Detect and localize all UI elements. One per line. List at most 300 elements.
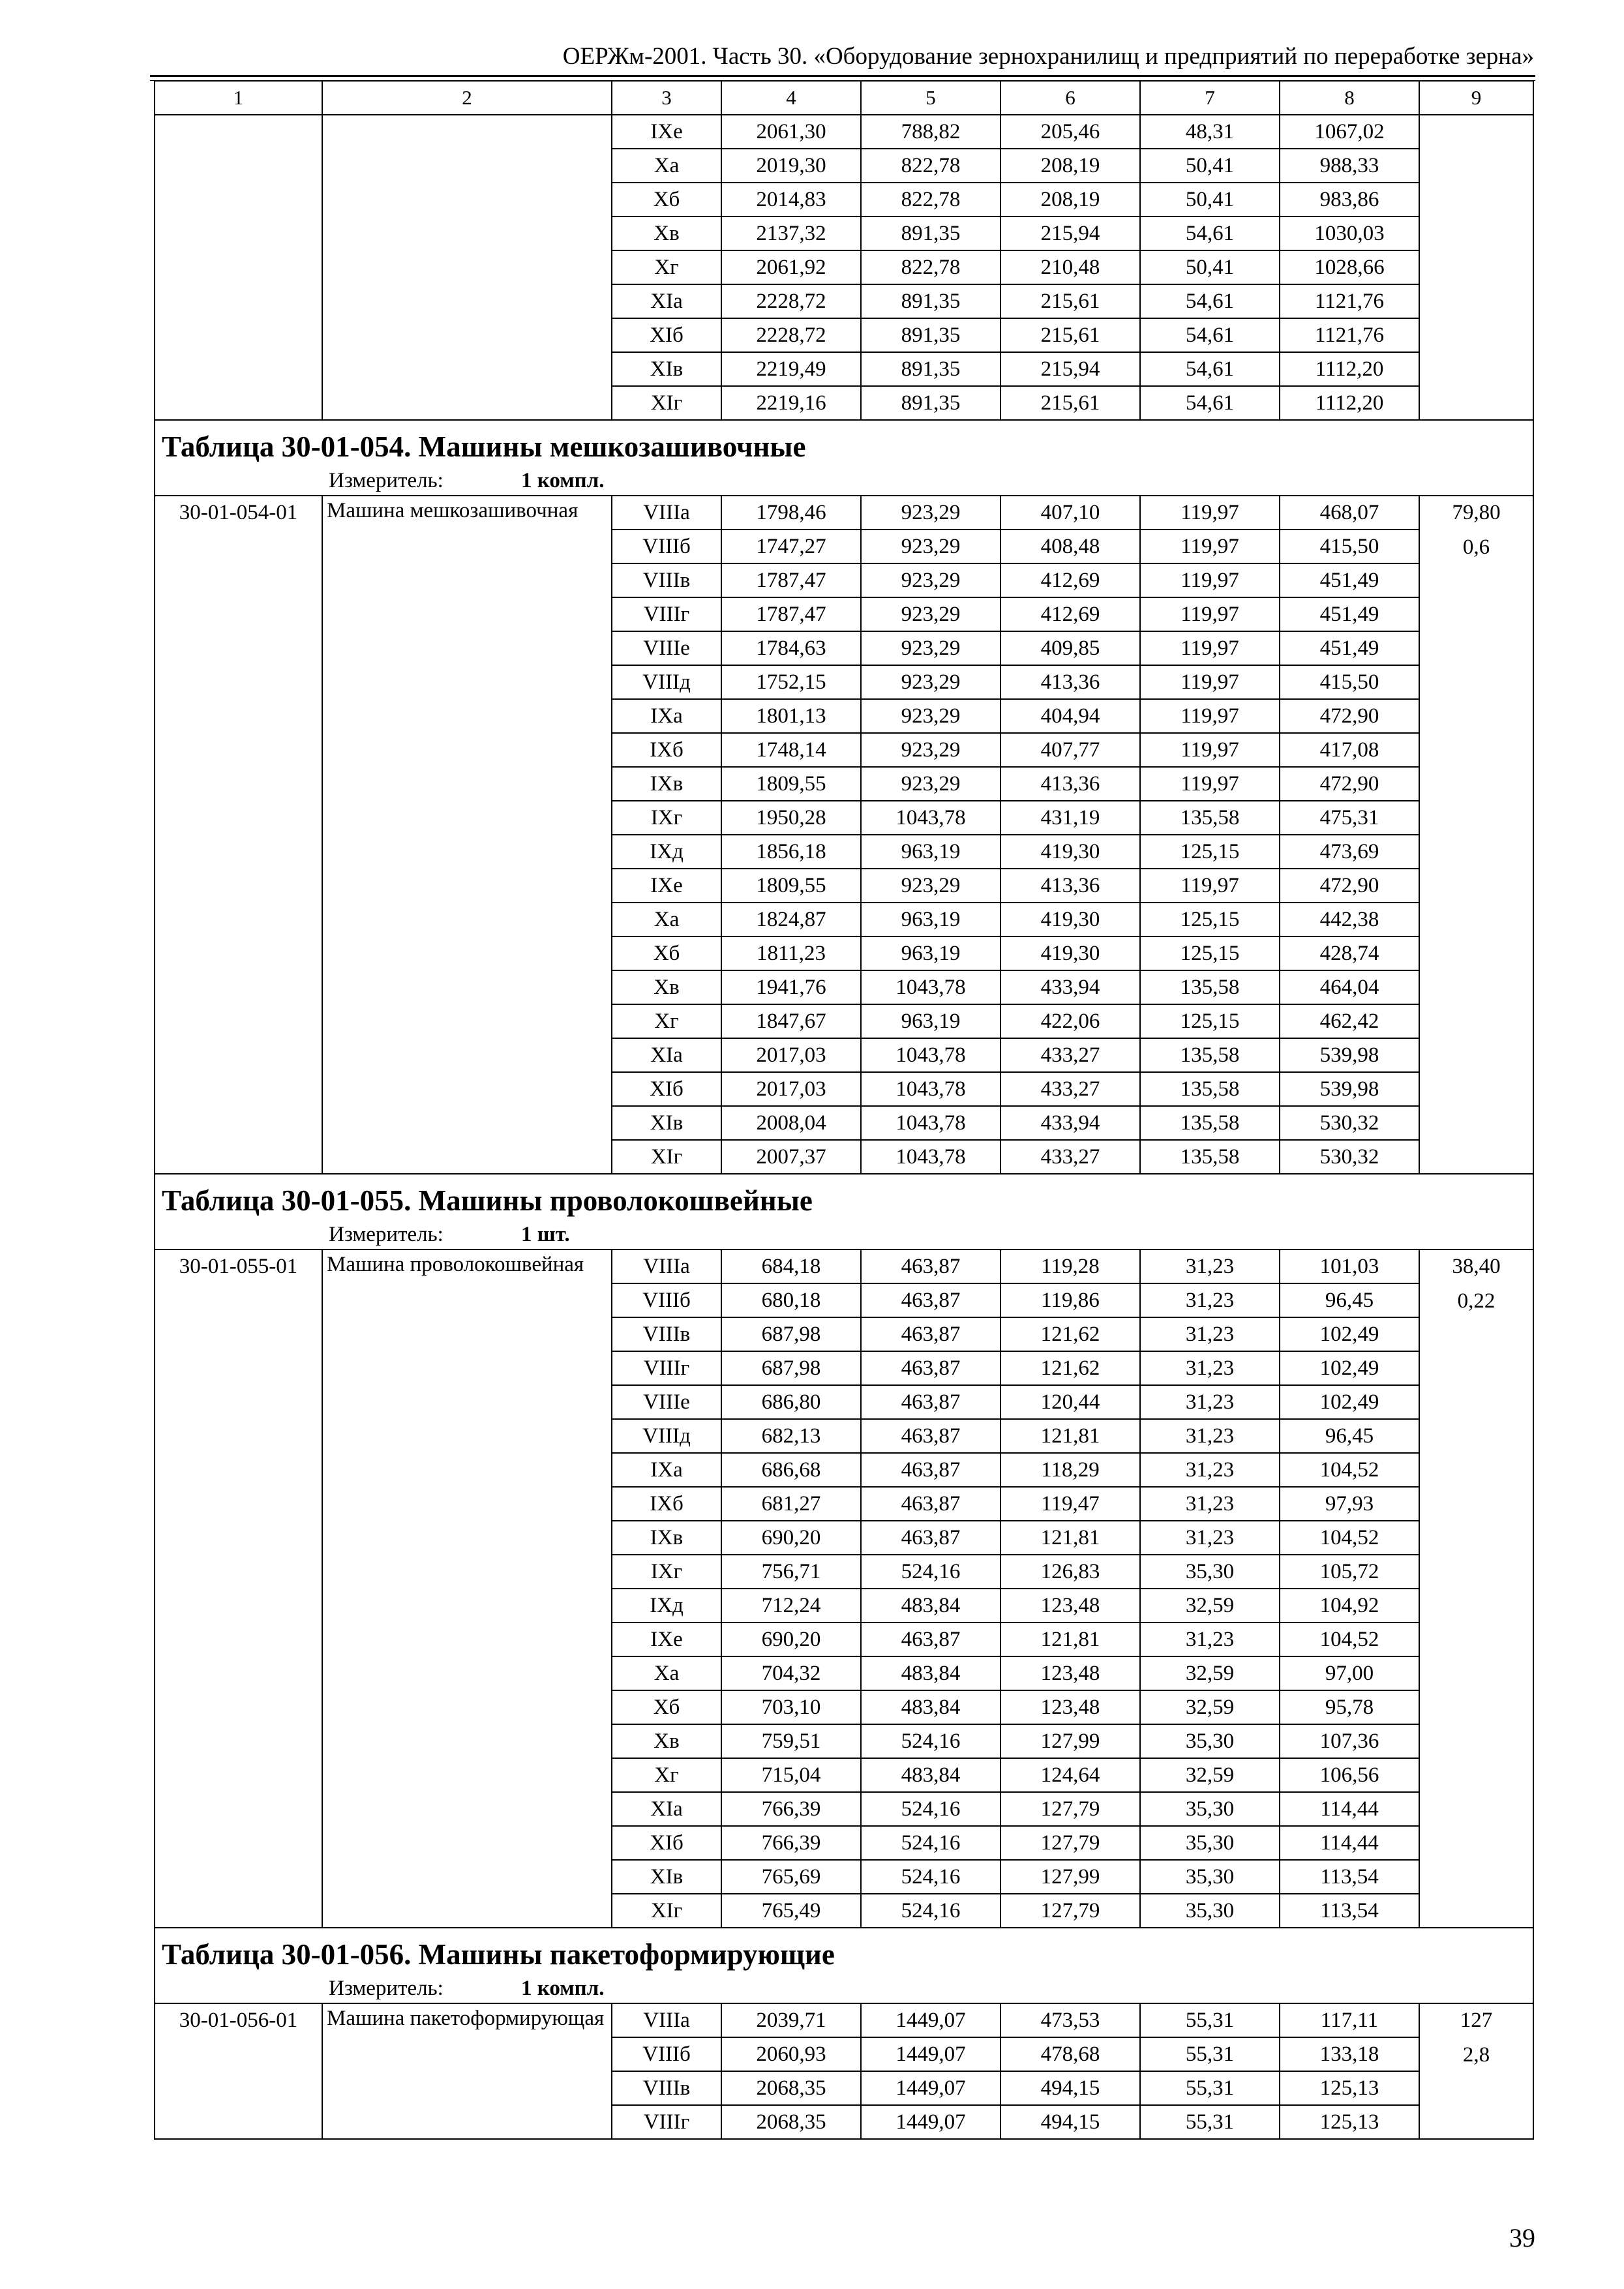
value-cell: 1112,20 (1280, 386, 1419, 420)
value-cell: 114,44 (1280, 1826, 1419, 1860)
value-cell: 1121,76 (1280, 318, 1419, 352)
unit-cell (155, 466, 1533, 496)
value-cell: 413,36 (1000, 869, 1140, 903)
value-cell: 472,90 (1280, 767, 1419, 801)
value-cell: 32,59 (1140, 1690, 1280, 1724)
table-row (155, 1249, 1533, 1283)
zone-cell: VIIIв (612, 2071, 721, 2105)
resource-cell (1419, 496, 1533, 1174)
value-cell: 125,15 (1140, 936, 1280, 970)
zone-cell: IXб (612, 1487, 721, 1521)
value-cell: 472,90 (1280, 869, 1419, 903)
value-cell: 118,29 (1000, 1453, 1140, 1487)
value-cell: 135,58 (1140, 1038, 1280, 1072)
value-cell: 422,06 (1000, 1004, 1140, 1038)
column-number: 7 (1140, 81, 1280, 115)
value-cell: 468,07 (1280, 496, 1419, 530)
value-cell: 31,23 (1140, 1487, 1280, 1521)
value-cell: 704,32 (721, 1656, 861, 1690)
value-cell: 35,30 (1140, 1724, 1280, 1758)
value-cell: 419,30 (1000, 903, 1140, 936)
zone-cell: Xв (612, 217, 721, 250)
value-cell: 1809,55 (721, 767, 861, 801)
value-cell: 766,39 (721, 1792, 861, 1826)
value-cell: 483,84 (861, 1589, 1000, 1623)
value-cell: 107,36 (1280, 1724, 1419, 1758)
value-cell: 524,16 (861, 1826, 1000, 1860)
value-cell: 31,23 (1140, 1317, 1280, 1351)
value-cell: 433,27 (1000, 1140, 1140, 1174)
resource-value: 38,40 (1452, 1255, 1501, 1278)
value-cell: 125,15 (1140, 1004, 1280, 1038)
value-cell: 483,84 (861, 1690, 1000, 1724)
value-cell: 101,03 (1280, 1249, 1419, 1283)
zone-cell: VIIIа (612, 496, 721, 530)
value-cell: 104,92 (1280, 1589, 1419, 1623)
value-cell: 2061,92 (721, 250, 861, 284)
zone-cell: Xг (612, 1004, 721, 1038)
zone-cell: VIIIа (612, 2003, 721, 2037)
value-cell: 963,19 (861, 1004, 1000, 1038)
value-cell: 2017,03 (721, 1072, 861, 1106)
value-cell: 413,36 (1000, 665, 1140, 699)
zone-cell: Xб (612, 1690, 721, 1724)
value-cell: 125,15 (1140, 903, 1280, 936)
zone-cell: VIIIб (612, 530, 721, 563)
value-cell: 822,78 (861, 250, 1000, 284)
value-cell: 104,52 (1280, 1453, 1419, 1487)
value-cell: 1747,27 (721, 530, 861, 563)
zone-cell: Xб (612, 183, 721, 217)
value-cell: 121,81 (1000, 1623, 1140, 1656)
value-cell: 31,23 (1140, 1623, 1280, 1656)
value-cell: 451,49 (1280, 631, 1419, 665)
value-cell: 1787,47 (721, 563, 861, 597)
value-cell: 687,98 (721, 1351, 861, 1385)
value-cell: 1043,78 (861, 1140, 1000, 1174)
value-cell: 539,98 (1280, 1038, 1419, 1072)
unit-cell (155, 1974, 1533, 2003)
zone-cell: IXв (612, 767, 721, 801)
value-cell: 1847,67 (721, 1004, 861, 1038)
resource-cell (1419, 1249, 1533, 1928)
value-cell: 433,94 (1000, 1106, 1140, 1140)
value-cell: 125,15 (1140, 835, 1280, 869)
zone-cell: XIа (612, 284, 721, 318)
value-cell: 788,82 (861, 115, 1000, 149)
value-cell: 524,16 (861, 1860, 1000, 1894)
value-cell: 121,62 (1000, 1317, 1140, 1351)
value-cell: 463,87 (861, 1385, 1000, 1419)
zone-cell: XIг (612, 386, 721, 420)
value-cell: 127,79 (1000, 1792, 1140, 1826)
value-cell: 96,45 (1280, 1419, 1419, 1453)
value-cell: 684,18 (721, 1249, 861, 1283)
value-cell: 923,29 (861, 733, 1000, 767)
value-cell: 1856,18 (721, 835, 861, 869)
value-cell: 127,99 (1000, 1724, 1140, 1758)
value-cell: 690,20 (721, 1521, 861, 1555)
value-cell: 682,13 (721, 1419, 861, 1453)
value-cell: 54,61 (1140, 352, 1280, 386)
value-cell: 135,58 (1140, 1140, 1280, 1174)
value-cell: 1449,07 (861, 2037, 1000, 2071)
value-cell: 102,49 (1280, 1385, 1419, 1419)
value-cell: 2017,03 (721, 1038, 861, 1072)
value-cell: 127,79 (1000, 1826, 1140, 1860)
value-cell: 31,23 (1140, 1283, 1280, 1317)
value-cell: 963,19 (861, 903, 1000, 936)
value-cell: 473,53 (1000, 2003, 1140, 2037)
value-cell: 463,87 (861, 1249, 1000, 1283)
value-cell: 415,50 (1280, 665, 1419, 699)
column-number: 9 (1419, 81, 1533, 115)
value-cell: 205,46 (1000, 115, 1140, 149)
value-cell: 119,97 (1140, 767, 1280, 801)
unit-label: Измеритель: (329, 469, 444, 492)
value-cell: 1811,23 (721, 936, 861, 970)
value-cell: 2008,04 (721, 1106, 861, 1140)
resource-value: 79,80 (1452, 501, 1501, 524)
value-cell: 123,48 (1000, 1589, 1140, 1623)
value-cell: 35,30 (1140, 1555, 1280, 1589)
resource-cell (1419, 2003, 1533, 2139)
value-cell: 923,29 (861, 530, 1000, 563)
value-cell: 105,72 (1280, 1555, 1419, 1589)
value-cell: 407,10 (1000, 496, 1140, 530)
unit-row (155, 466, 1533, 496)
value-cell: 412,69 (1000, 597, 1140, 631)
value-cell: 412,69 (1000, 563, 1140, 597)
value-cell: 113,54 (1280, 1860, 1419, 1894)
value-cell: 95,78 (1280, 1690, 1419, 1724)
value-cell: 923,29 (861, 631, 1000, 665)
value-cell: 413,36 (1000, 767, 1140, 801)
value-cell: 1824,87 (721, 903, 861, 936)
value-cell: 119,86 (1000, 1283, 1140, 1317)
value-cell: 102,49 (1280, 1351, 1419, 1385)
value-cell: 463,87 (861, 1317, 1000, 1351)
table-title-row (155, 1928, 1533, 1974)
value-cell: 2061,30 (721, 115, 861, 149)
value-cell: 32,59 (1140, 1758, 1280, 1792)
zone-cell: VIIIб (612, 1283, 721, 1317)
value-cell: 417,08 (1280, 733, 1419, 767)
resource-value: 2,8 (1462, 2043, 1490, 2067)
zone-cell: XIа (612, 1038, 721, 1072)
value-cell: 524,16 (861, 1555, 1000, 1589)
value-cell: 408,48 (1000, 530, 1140, 563)
column-number: 8 (1280, 81, 1419, 115)
value-cell: 1449,07 (861, 2105, 1000, 2139)
value-cell: 97,93 (1280, 1487, 1419, 1521)
value-cell: 119,97 (1140, 699, 1280, 733)
value-cell: 119,97 (1140, 530, 1280, 563)
value-cell: 1798,46 (721, 496, 861, 530)
value-cell: 712,24 (721, 1589, 861, 1623)
value-cell: 54,61 (1140, 318, 1280, 352)
value-cell: 215,61 (1000, 386, 1140, 420)
value-cell: 524,16 (861, 1792, 1000, 1826)
value-cell: 55,31 (1140, 2003, 1280, 2037)
value-cell: 1784,63 (721, 631, 861, 665)
value-cell: 524,16 (861, 1894, 1000, 1928)
zone-cell: XIб (612, 1826, 721, 1860)
column-number: 2 (322, 81, 612, 115)
item-code: 30-01-055-01 (155, 1249, 322, 1928)
value-cell: 121,81 (1000, 1419, 1140, 1453)
value-cell: 756,71 (721, 1555, 861, 1589)
table-row (155, 2003, 1533, 2037)
value-cell: 463,87 (861, 1487, 1000, 1521)
value-cell: 31,23 (1140, 1249, 1280, 1283)
unit-cell (155, 1220, 1533, 1249)
value-cell: 135,58 (1140, 1072, 1280, 1106)
zone-cell: Xг (612, 1758, 721, 1792)
column-number: 1 (155, 81, 322, 115)
value-cell: 50,41 (1140, 250, 1280, 284)
column-number: 6 (1000, 81, 1140, 115)
value-cell: 442,38 (1280, 903, 1419, 936)
resource-cell (1419, 115, 1533, 420)
value-cell: 923,29 (861, 597, 1000, 631)
zone-cell: Xа (612, 149, 721, 183)
value-cell: 963,19 (861, 835, 1000, 869)
column-number: 3 (612, 81, 721, 115)
value-cell: 2228,72 (721, 284, 861, 318)
unit-row (155, 1220, 1533, 1249)
value-cell: 119,97 (1140, 665, 1280, 699)
value-cell: 123,48 (1000, 1656, 1140, 1690)
value-cell: 125,13 (1280, 2105, 1419, 2139)
zone-cell: XIа (612, 1792, 721, 1826)
value-cell: 2019,30 (721, 149, 861, 183)
column-number-row (155, 81, 1533, 115)
zone-cell: VIIIг (612, 2105, 721, 2139)
table-row (155, 115, 1533, 149)
value-cell: 119,97 (1140, 563, 1280, 597)
value-cell: 766,39 (721, 1826, 861, 1860)
value-cell: 475,31 (1280, 801, 1419, 835)
value-cell: 463,87 (861, 1521, 1000, 1555)
value-cell: 1112,20 (1280, 352, 1419, 386)
resource-value: 0,6 (1462, 535, 1490, 559)
value-cell: 539,98 (1280, 1072, 1419, 1106)
value-cell: 135,58 (1140, 970, 1280, 1004)
zone-cell: VIIIе (612, 631, 721, 665)
zone-cell: XIв (612, 1106, 721, 1140)
value-cell: 55,31 (1140, 2071, 1280, 2105)
value-cell: 31,23 (1140, 1351, 1280, 1385)
zone-cell: Xв (612, 1724, 721, 1758)
value-cell: 208,19 (1000, 149, 1140, 183)
value-cell: 463,87 (861, 1283, 1000, 1317)
value-cell: 1030,03 (1280, 217, 1419, 250)
value-cell: 891,35 (861, 284, 1000, 318)
value-cell: 1809,55 (721, 869, 861, 903)
zone-cell: IXб (612, 733, 721, 767)
zone-cell: IXа (612, 699, 721, 733)
value-cell: 765,49 (721, 1894, 861, 1928)
value-cell: 121,81 (1000, 1521, 1140, 1555)
value-cell: 822,78 (861, 183, 1000, 217)
value-cell: 117,11 (1280, 2003, 1419, 2037)
zone-cell: VIIIе (612, 1385, 721, 1419)
value-cell: 1043,78 (861, 801, 1000, 835)
table-title-row (155, 1174, 1533, 1220)
value-cell: 494,15 (1000, 2105, 1140, 2139)
value-cell: 54,61 (1140, 284, 1280, 318)
value-cell: 50,41 (1140, 149, 1280, 183)
item-name: Машина проволокошвейная (322, 1249, 612, 1928)
value-cell: 119,47 (1000, 1487, 1140, 1521)
value-cell: 1121,76 (1280, 284, 1419, 318)
zone-cell: VIIIд (612, 665, 721, 699)
value-cell: 524,16 (861, 1724, 1000, 1758)
zone-cell: IXе (612, 1623, 721, 1656)
value-cell: 1752,15 (721, 665, 861, 699)
value-cell: 472,90 (1280, 699, 1419, 733)
value-cell: 119,97 (1140, 496, 1280, 530)
value-cell: 715,04 (721, 1758, 861, 1792)
value-cell: 31,23 (1140, 1419, 1280, 1453)
zone-cell: VIIIа (612, 1249, 721, 1283)
value-cell: 35,30 (1140, 1826, 1280, 1860)
column-number: 4 (721, 81, 861, 115)
value-cell: 31,23 (1140, 1453, 1280, 1487)
value-cell: 463,87 (861, 1351, 1000, 1385)
value-cell: 530,32 (1280, 1140, 1419, 1174)
zone-cell: Xа (612, 1656, 721, 1690)
value-cell: 215,94 (1000, 352, 1140, 386)
zone-cell: IXг (612, 1555, 721, 1589)
value-cell: 119,97 (1140, 631, 1280, 665)
value-cell: 923,29 (861, 767, 1000, 801)
unit-label: Измеритель: (329, 1223, 444, 1246)
value-cell: 687,98 (721, 1317, 861, 1351)
unit-label: Измеритель: (329, 1977, 444, 2000)
value-cell: 35,30 (1140, 1792, 1280, 1826)
value-cell: 963,19 (861, 936, 1000, 970)
value-cell: 215,61 (1000, 284, 1140, 318)
value-cell: 681,27 (721, 1487, 861, 1521)
value-cell: 923,29 (861, 496, 1000, 530)
value-cell: 822,78 (861, 149, 1000, 183)
value-cell: 48,31 (1140, 115, 1280, 149)
value-cell: 680,18 (721, 1283, 861, 1317)
rates-table (154, 80, 1534, 2140)
value-cell: 208,19 (1000, 183, 1140, 217)
value-cell: 2068,35 (721, 2071, 861, 2105)
value-cell: 1043,78 (861, 1038, 1000, 1072)
unit-value: 1 компл. (521, 1977, 605, 2000)
value-cell: 2228,72 (721, 318, 861, 352)
zone-cell: IXд (612, 835, 721, 869)
value-cell: 123,48 (1000, 1690, 1140, 1724)
value-cell: 2219,49 (721, 352, 861, 386)
resource-value: 127 (1460, 2009, 1493, 2032)
value-cell: 119,97 (1140, 597, 1280, 631)
value-cell: 464,04 (1280, 970, 1419, 1004)
zone-cell: IXд (612, 1589, 721, 1623)
value-cell: 2219,16 (721, 386, 861, 420)
value-cell: 55,31 (1140, 2105, 1280, 2139)
value-cell: 104,52 (1280, 1521, 1419, 1555)
table-title-row (155, 420, 1533, 466)
value-cell: 2060,93 (721, 2037, 861, 2071)
value-cell: 478,68 (1000, 2037, 1140, 2071)
value-cell: 119,97 (1140, 869, 1280, 903)
zone-cell: VIIIг (612, 597, 721, 631)
zone-cell: XIб (612, 1072, 721, 1106)
zone-cell: Xб (612, 936, 721, 970)
value-cell: 765,69 (721, 1860, 861, 1894)
value-cell: 1950,28 (721, 801, 861, 835)
value-cell: 1028,66 (1280, 250, 1419, 284)
value-cell: 104,52 (1280, 1623, 1419, 1656)
value-cell: 1043,78 (861, 1106, 1000, 1140)
resource-value: 0,22 (1457, 1289, 1496, 1313)
zone-cell: IXе (612, 869, 721, 903)
value-cell: 1801,13 (721, 699, 861, 733)
value-cell: 126,83 (1000, 1555, 1140, 1589)
value-cell: 125,13 (1280, 2071, 1419, 2105)
value-cell: 431,19 (1000, 801, 1140, 835)
value-cell: 891,35 (861, 318, 1000, 352)
value-cell: 1449,07 (861, 2003, 1000, 2037)
value-cell: 433,27 (1000, 1072, 1140, 1106)
value-cell: 135,58 (1140, 1106, 1280, 1140)
value-cell: 2039,71 (721, 2003, 861, 2037)
value-cell: 1941,76 (721, 970, 861, 1004)
value-cell: 923,29 (861, 869, 1000, 903)
item-code: 30-01-054-01 (155, 496, 322, 1174)
value-cell: 119,28 (1000, 1249, 1140, 1283)
item-code: 30-01-056-01 (155, 2003, 322, 2139)
zone-cell: IXг (612, 801, 721, 835)
value-cell: 97,00 (1280, 1656, 1419, 1690)
value-cell: 32,59 (1140, 1656, 1280, 1690)
value-cell: 215,94 (1000, 217, 1140, 250)
value-cell: 407,77 (1000, 733, 1140, 767)
value-cell: 31,23 (1140, 1385, 1280, 1419)
value-cell: 983,86 (1280, 183, 1419, 217)
value-cell: 1787,47 (721, 597, 861, 631)
value-cell: 1748,14 (721, 733, 861, 767)
value-cell: 2137,32 (721, 217, 861, 250)
page-number: 39 (1509, 2223, 1535, 2252)
zone-cell: Xв (612, 970, 721, 1004)
value-cell: 1449,07 (861, 2071, 1000, 2105)
value-cell: 106,56 (1280, 1758, 1419, 1792)
value-cell: 54,61 (1140, 386, 1280, 420)
zone-cell: VIIIв (612, 563, 721, 597)
value-cell: 462,42 (1280, 1004, 1419, 1038)
value-cell: 35,30 (1140, 1860, 1280, 1894)
zone-cell: VIIIв (612, 1317, 721, 1351)
value-cell: 451,49 (1280, 563, 1419, 597)
value-cell: 35,30 (1140, 1894, 1280, 1928)
value-cell: 686,68 (721, 1453, 861, 1487)
value-cell: 419,30 (1000, 835, 1140, 869)
value-cell: 530,32 (1280, 1106, 1419, 1140)
value-cell: 923,29 (861, 563, 1000, 597)
unit-value: 1 компл. (521, 469, 605, 492)
zone-cell: Xг (612, 250, 721, 284)
item-name: Машина мешкозашивочная (322, 496, 612, 1174)
value-cell: 463,87 (861, 1623, 1000, 1656)
value-cell: 891,35 (861, 352, 1000, 386)
